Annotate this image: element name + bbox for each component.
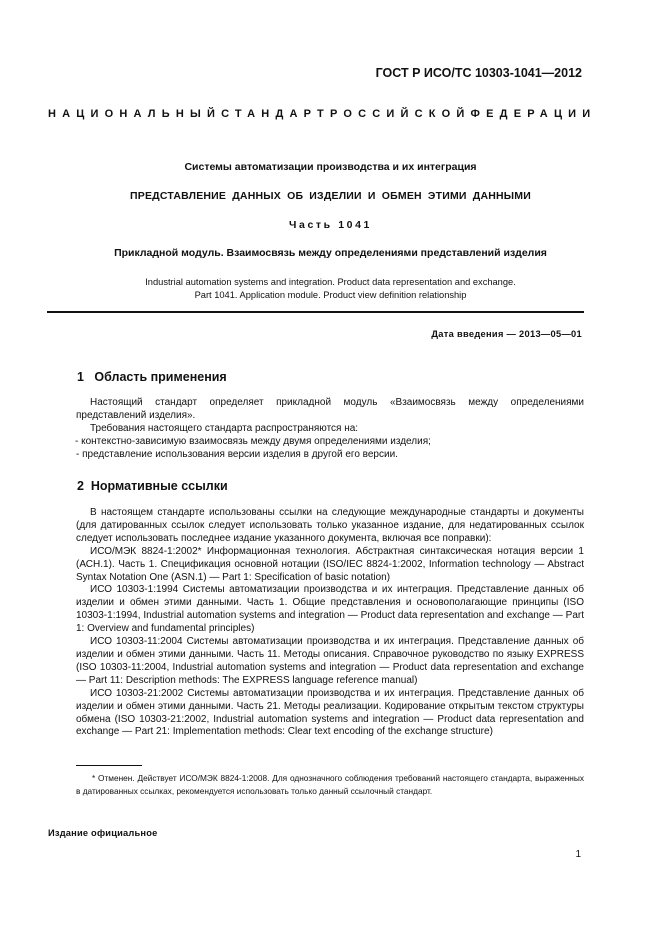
- title-module: Прикладной модуль. Взаимосвязь между определениями представлений изделия: [114, 247, 547, 259]
- header-divider: [47, 311, 584, 313]
- footnote: [76, 772, 584, 797]
- paragraph: В настоящем стандарте использованы ссылки на следующие международные стандарты и документы (для датированных ссылок следует использовать только указанное издание, для недатированных ссылок следует использовать последнее издание указанного документа, включая все поправки):: [76, 507, 584, 544]
- header-word: НАЦИОНАЛЬНЫЙ: [48, 108, 222, 120]
- section-2-body: [76, 507, 584, 739]
- reference-item: ИСО/МЭК 8824-1:2002* Информационная технология. Абстрактная синтаксическая нотация версии 1 (АСН.1). Часть 1. Спецификация основной нотации (ISO/IEC 8824-1:2002, Information technology — Abstract Syntax Notation One (ASN.1) — Part 1: Specification of basic notation): [76, 545, 584, 583]
- list-item: - контекстно-зависимую взаимосвязь между двумя определениями изделия;: [75, 435, 431, 447]
- title-english: [60, 276, 601, 302]
- header-word: ФЕДЕРАЦИИ: [470, 108, 597, 120]
- title-line-2: ПРЕДСТАВЛЕНИЕ ДАННЫХ ОБ ИЗДЕЛИИ И ОБМЕН ЭТИМИ ДАННЫМИ: [130, 190, 531, 202]
- document-number: ГОСТ Р ИСО/ТС 10303-1041—2012: [375, 66, 582, 80]
- section-1-body: [76, 397, 584, 462]
- reference-item: ИСО 10303-1:1994 Системы автоматизации производства и их интеграция. Представление данных об изделии и обмен этими данными. Часть 1. Общие представления и основополагающие принципы (ISO 10303-1:1994, Industrial automation systems and integration — Product data representation and exchange — Part 1: Overview and fundamental principles): [76, 584, 584, 635]
- introduction-date: Дата введения — 2013—05—01: [431, 329, 582, 339]
- header-word: СТАНДАРТ: [221, 108, 330, 120]
- list-item: - представление использования версии изделия в другой его версии.: [76, 448, 398, 460]
- title-english-line-1: Industrial automation systems and integration. Product data representation and exchange.: [145, 277, 516, 287]
- title-line-1: Системы автоматизации производства и их интеграция: [184, 161, 477, 173]
- reference-item: ИСО 10303-11:2004 Системы автоматизации производства и их интеграция. Представление данных об изделии и обмен этими данными. Часть 11. Методы описания. Справочное руководство по языку EXPRESS (ISO 10303-11:2004, Industrial automation systems and integration — Product data representation and exchange — Part 11: Description methods: The EXPRESS language reference manual): [76, 636, 584, 686]
- title-english-line-2: Part 1041. Application module. Product view definition relationship: [194, 290, 467, 300]
- footnote-divider: [76, 765, 142, 766]
- edition-label: Издание официальное: [48, 828, 158, 838]
- section-1-title: 1 Область применения: [77, 370, 227, 384]
- title-part: Часть 1041: [289, 219, 372, 231]
- national-standard-header: [48, 108, 597, 120]
- paragraph: Требования настоящего стандарта распространяются на:: [90, 422, 359, 434]
- page-number: 1: [575, 849, 581, 860]
- header-word: РОССИЙСКОЙ: [329, 108, 471, 120]
- footnote-text: * Отменен. Действует ИСО/МЭК 8824-1:2008. Для однозначного соблюдения требований настоящего стандарта, выраженных в датированных ссылках, рекомендуется использовать только данный ссылочный стандарт.: [76, 773, 584, 796]
- section-2-title: 2 Нормативные ссылки: [77, 479, 228, 493]
- reference-item: ИСО 10303-21:2002 Системы автоматизации производства и их интеграция. Представление данных об изделии и обмен этими данными. Часть 21. Методы реализации. Кодирование открытым текстом структуры обмена (ISO 10303-21:2002, Industrial automation systems and integration — Product data representation and exchange — Part 21: Implementation methods: Clear text encoding of the exchange structure): [76, 687, 584, 738]
- paragraph: Настоящий стандарт определяет прикладной модуль «Взаимосвязь между определениями представлений изделия».: [76, 397, 584, 421]
